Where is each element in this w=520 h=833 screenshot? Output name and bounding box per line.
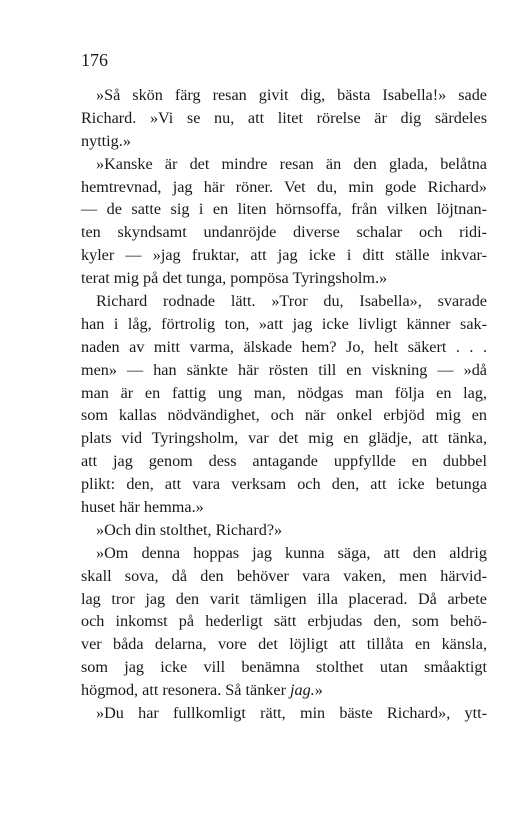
text-line-content: plats vid Tyringsholm, var det mig en glädje, att tänka, bbox=[81, 429, 487, 448]
body-text bbox=[81, 84, 487, 725]
text-line-content: han i låg, förtrolig ton, »att jag icke livligt känner sak- bbox=[81, 314, 487, 333]
italic-word: jag. bbox=[290, 681, 315, 700]
text-line-content: hemtrevnad, jag här röner. Vet du, min gode Richard» bbox=[81, 177, 487, 196]
text-line bbox=[81, 427, 487, 450]
text-line-content: ver båda delarna, vore det löjligt att tillåta en känsla, bbox=[81, 635, 487, 654]
text-line bbox=[81, 221, 487, 244]
text-line bbox=[81, 382, 487, 405]
text-line bbox=[81, 84, 487, 107]
text-line-content: terat mig på det tunga, pompösa Tyringsholm.» bbox=[81, 269, 388, 288]
text-line-content: huset här hemma.» bbox=[81, 498, 204, 517]
text-line-content: kyler — »jag fruktar, att jag icke i ditt ställe inkvar- bbox=[81, 246, 487, 265]
text-line bbox=[81, 656, 487, 679]
text-line bbox=[81, 198, 487, 221]
text-line bbox=[81, 336, 487, 359]
text-line bbox=[81, 496, 487, 519]
text-line-content: och inkomst på hederligt sätt erbjudas den, som behö- bbox=[81, 612, 487, 631]
text-line bbox=[81, 107, 487, 130]
text-line bbox=[81, 359, 487, 382]
text-line bbox=[81, 290, 487, 313]
text-line-content: »Du har fullkomligt rätt, min bäste Richard», ytt- bbox=[96, 704, 487, 723]
text-line bbox=[81, 450, 487, 473]
text-line-content: men» — han sänkte här rösten till en viskning — »då bbox=[81, 360, 487, 379]
text-line-content: »Om denna hoppas jag kunna säga, att den aldrig bbox=[96, 543, 487, 562]
text-line-content: att jag genom dess antagande uppfyllde en dubbel bbox=[81, 452, 487, 471]
text-line-content: — de satte sig i en liten hörnsoffa, från vilken löjtnan- bbox=[81, 200, 487, 219]
text-line bbox=[81, 542, 487, 565]
text-line-content: naden av mitt varma, älskade hem? Jo, helt säkert . . . bbox=[81, 337, 487, 356]
text-line bbox=[81, 633, 487, 656]
text-line-content: nyttig.» bbox=[81, 131, 131, 150]
text-line-content: »Och din stolthet, Richard?» bbox=[96, 520, 283, 539]
text-line bbox=[81, 702, 487, 725]
text-line-content: som kallas nödvändighet, och när onkel erbjöd mig en bbox=[81, 406, 487, 425]
text-line-content: lag tror jag den varit tämligen illa placerad. Då arbete bbox=[81, 589, 487, 608]
text-line bbox=[81, 565, 487, 588]
text-line bbox=[81, 153, 487, 176]
text-line-content: Richard. »Vi se nu, att litet rörelse är dig särdeles bbox=[81, 108, 487, 127]
text-line bbox=[81, 313, 487, 336]
page-number: 176 bbox=[81, 50, 108, 70]
text-line bbox=[81, 130, 487, 153]
text-line-content: ten skyndsamt undanröjde diverse schalar och ridi- bbox=[81, 223, 487, 242]
text-line-content: Richard rodnade lätt. »Tror du, Isabella», svarade bbox=[96, 292, 487, 311]
text-line-content: »Så skön färg resan givit dig, bästa Isabella!» sade bbox=[96, 86, 487, 104]
text-line bbox=[81, 610, 487, 633]
text-line bbox=[81, 679, 487, 702]
text-line bbox=[81, 176, 487, 199]
text-line bbox=[81, 519, 487, 542]
closing-quote: » bbox=[314, 681, 323, 700]
text-line-content: man är en fattig ung man, nödgas man följa en lag, bbox=[81, 383, 487, 402]
text-line-content: »Kanske är det mindre resan än den glada, belåtna bbox=[96, 154, 487, 173]
text-line bbox=[81, 588, 487, 611]
text-line-content: skall sova, då den behöver vara vaken, men härvid- bbox=[81, 566, 487, 585]
text-line bbox=[81, 267, 487, 290]
text-line-content: högmod, att resonera. Så tänker bbox=[81, 681, 286, 700]
text-line bbox=[81, 244, 487, 267]
text-line bbox=[81, 404, 487, 427]
text-line-content: som jag icke vill benämna stolthet utan småaktigt bbox=[81, 658, 487, 677]
text-line bbox=[81, 473, 487, 496]
text-line-content: plikt: den, att vara verksam och den, att icke betunga bbox=[81, 475, 487, 494]
